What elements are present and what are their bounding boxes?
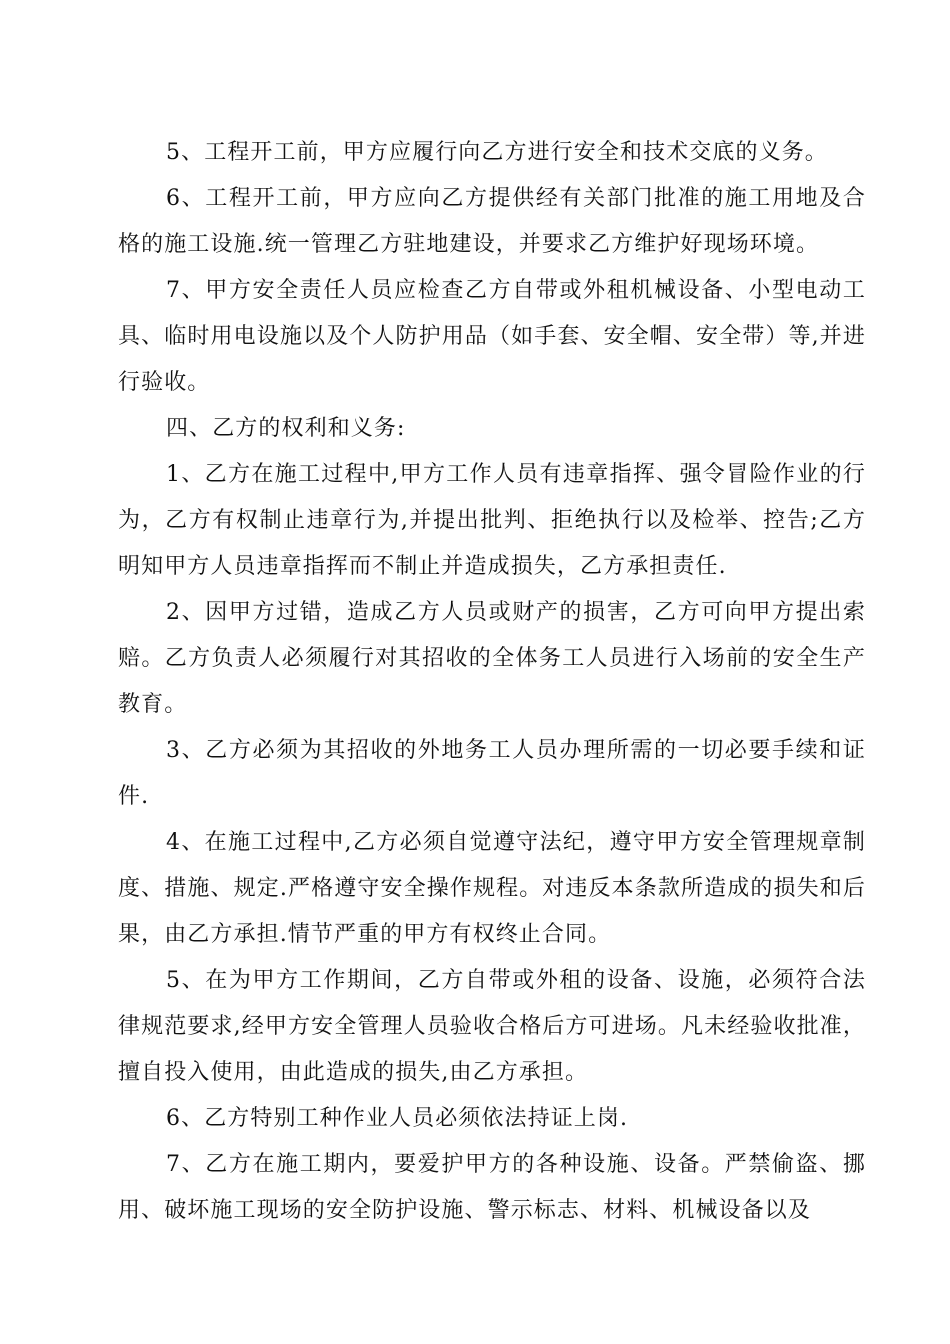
paragraph-clause-5-party-b: 5、在为甲方工作期间，乙方自带或外租的设备、设施，必须符合法律规范要求,经甲方安全管理人员验收合格后方可进场。凡未经验收批准，擅自投入使用，由此造成的损失,由乙方承担。	[118, 968, 866, 1085]
paragraph-clause-6-party-a: 6、工程开工前，甲方应向乙方提供经有关部门批准的施工用地及合格的施工设施.统一管理乙方驻地建设，并要求乙方维护好现场环境。	[118, 186, 866, 257]
paragraph-clause-6-party-b: 6、乙方特别工种作业人员必须依法持证上岗.	[166, 1106, 629, 1131]
paragraph-clause-7-party-a: 7、甲方安全责任人员应检查乙方自带或外租机械设备、小型电动工具、临时用电设施以及个人防护用品（如手套、安全帽、安全带）等,并进行验收。	[118, 278, 866, 395]
paragraph-clause-5-party-a: 5、工程开工前，甲方应履行向乙方进行安全和技术交底的义务。	[166, 140, 828, 165]
paragraph-clause-2-party-b: 2、因甲方过错，造成乙方人员或财产的损害，乙方可向甲方提出索赔。乙方负责人必须履行对其招收的全体务工人员进行入场前的安全生产教育。	[118, 600, 866, 717]
section-heading-party-b-rights: 四、乙方的权利和义务:	[166, 416, 406, 441]
paragraph-clause-3-party-b: 3、乙方必须为其招收的外地务工人员办理所需的一切必要手续和证件.	[118, 738, 866, 809]
paragraph-clause-7-party-b: 7、乙方在施工期内，要爱护甲方的各种设施、设备。严禁偷盗、挪用、破坏施工现场的安全防护设施、警示标志、材料、机械设备以及	[118, 1152, 866, 1223]
paragraph-clause-4-party-b: 4、在施工过程中,乙方必须自觉遵守法纪，遵守甲方安全管理规章制度、措施、规定.严格遵守安全操作规程。对违反本条款所造成的损失和后果，由乙方承担.情节严重的甲方有权终止合同。	[118, 830, 866, 947]
document-body	[118, 130, 866, 1234]
paragraph-clause-1-party-b: 1、乙方在施工过程中,甲方工作人员有违章指挥、强令冒险作业的行为，乙方有权制止违章行为,并提出批判、拒绝执行以及检举、控告;乙方明知甲方人员违章指挥而不制止并造成损失，乙方承担责任.	[118, 462, 866, 579]
